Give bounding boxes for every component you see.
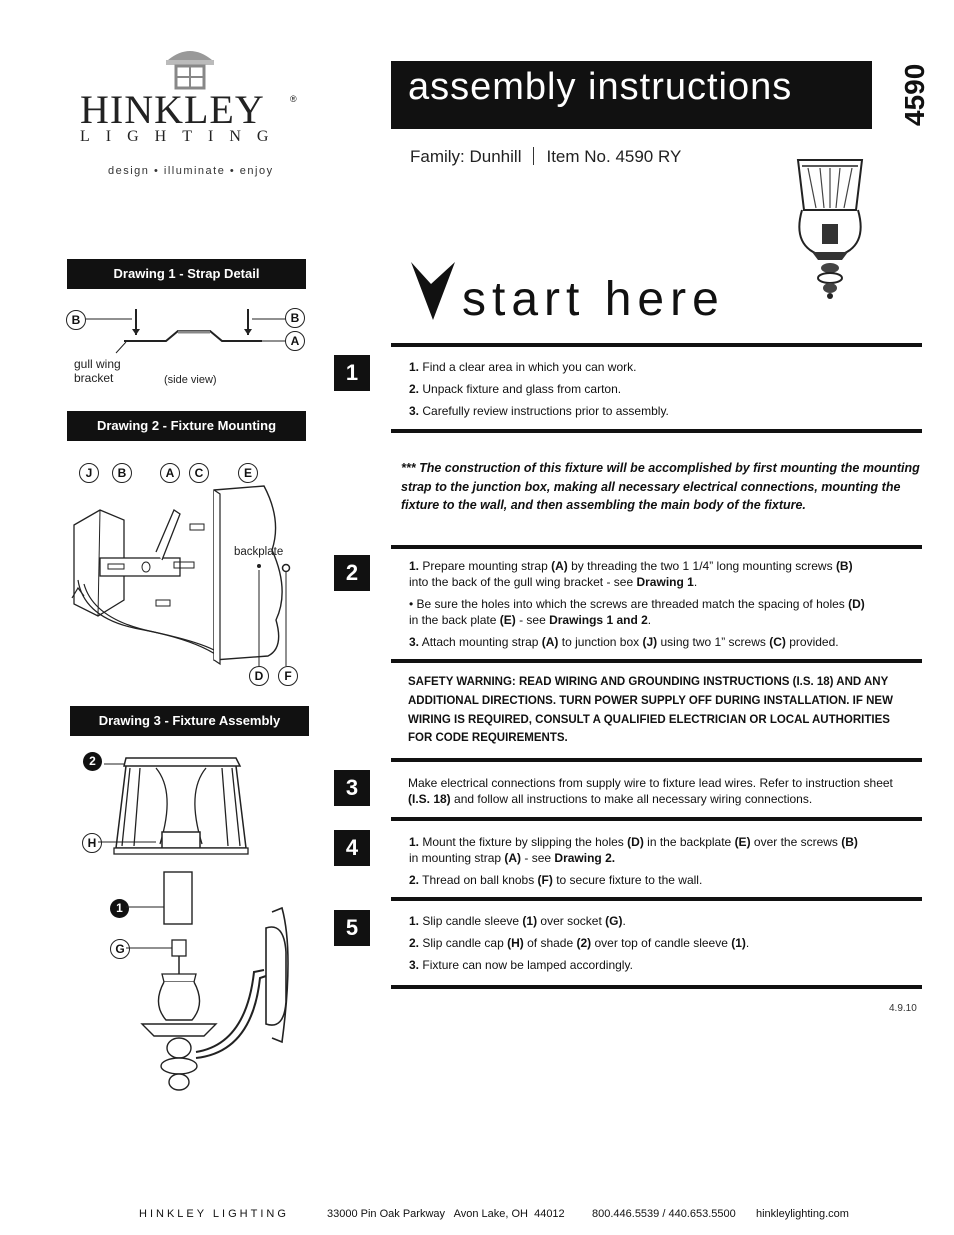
footer-company: HINKLEY LIGHTING: [139, 1208, 289, 1220]
rule-2-top: [391, 545, 922, 549]
item-number-vertical: [880, 64, 946, 134]
logo-registered-mark: ®: [290, 94, 297, 104]
step-5-text: [409, 913, 914, 979]
drawing-1-label: Drawing 1 - Strap Detail: [67, 259, 306, 289]
drawing-2-label: Drawing 2 - Fixture Mounting: [67, 411, 306, 441]
callout-2: 2: [83, 752, 102, 771]
step-2-para-1: 1. Prepare mounting strap (A) by threading the two 1 1/4” long mounting screws (B) into the back of the gull wing bracket - see Drawing 1.: [409, 559, 853, 589]
callout-e: E: [238, 463, 258, 483]
rule-1-top: [391, 343, 922, 347]
strap-detail-drawing: [86, 305, 286, 355]
item-number-text: 4590: [899, 64, 930, 126]
callout-c: C: [189, 463, 209, 483]
revision-date: 4.9.10: [889, 1003, 917, 1014]
step-1-text: [409, 359, 909, 425]
callout-j: J: [79, 463, 99, 483]
step-2-badge: 2: [334, 555, 370, 591]
family-line: [410, 147, 681, 167]
rule-5-bottom: [391, 985, 922, 989]
step-2-para-3: 3. Attach mounting strap (A) to junction box (J) using two 1” screws (C) provided.: [409, 635, 839, 649]
rule-3-top: [391, 758, 922, 762]
step-5-badge: 5: [334, 910, 370, 946]
callout-b: B: [112, 463, 132, 483]
bracket-label-1: gull wing: [74, 357, 121, 371]
safety-warning: SAFETY WARNING: READ WIRING AND GROUNDING INSTRUCTIONS (I.S. 18) AND ANY ADDITIONAL DIRECTIONS. TURN POWER SUPPLY OFF DURING INSTALLATION. IF NEW WIRING IS REQUIRED, CONSULT A QUALIFIED ELECTRICIAN OR LOCAL AUTHORITIES FOR CODE REQUIREMENTS.: [408, 676, 893, 745]
bracket-label-2: bracket: [74, 371, 114, 385]
step-3-badge: 3: [334, 770, 370, 806]
drawing-3-label: Drawing 3 - Fixture Assembly: [70, 706, 309, 736]
fixture-mounting-drawing: [64, 480, 310, 670]
callout-d: D: [249, 666, 269, 686]
rule-4-bottom: [391, 897, 922, 901]
callout-a-right: A: [285, 331, 305, 351]
rule-3-bottom: [391, 817, 922, 821]
callout-g: G: [110, 939, 130, 959]
rule-1-bottom: [391, 429, 922, 433]
callout-b-right: B: [285, 308, 305, 328]
fixture-illustration: [788, 158, 872, 300]
step-1-badge: 1: [334, 355, 370, 391]
page-title: assembly instructions: [408, 66, 793, 108]
step-5-line-2: 2. Slip candle cap (H) of shade (2) over top of candle sleeve (1).: [409, 936, 750, 950]
footer-address: 33000 Pin Oak Parkway Avon Lake, OH 44012: [327, 1208, 565, 1220]
fixture-assembly-drawing: [96, 752, 306, 1094]
logo-tagline: design • illuminate • enjoy: [108, 165, 274, 177]
footer-phone: 800.446.5539 / 440.653.5500: [592, 1208, 736, 1220]
step-2-para-2: • Be sure the holes into which the screws are threaded match the spacing of holes (D) in the back plate (E) - see Drawings 1 and 2.: [409, 597, 865, 627]
construction-note: *** The construction of this fixture will be accomplished by first mounting the mounting strap to the junction box, making all necessary electrical connections, mounting the fixture to the wall, and then assembling the main body of the fixture.: [401, 461, 920, 512]
callout-h: H: [82, 833, 102, 853]
step-4-badge: 4: [334, 830, 370, 866]
step-4-para-1: 1. Mount the fixture by slipping the holes (D) in the backplate (E) over the screws (B) in mounting strap (A) - see Drawing 2.: [409, 835, 858, 865]
step-5-line-3: 3. Fixture can now be lamped accordingly.: [409, 958, 633, 972]
step-4-text: [409, 834, 914, 894]
item-number: Item No. 4590 RY: [546, 147, 682, 166]
step-1-line-3: 3. Carefully review instructions prior to assembly.: [409, 404, 669, 418]
callout-a: A: [160, 463, 180, 483]
step-5-line-1: 1. Slip candle sleeve (1) over socket (G).: [409, 914, 626, 928]
start-here-heading: start here: [462, 273, 725, 326]
family-separator: [533, 147, 534, 165]
step-4-para-2: 2. Thread on ball knobs (F) to secure fixture to the wall.: [409, 873, 703, 887]
step-3-text: Make electrical connections from supply wire to fixture lead wires. Refer to instruction sheet (I.S. 18) and follow all instructions to make all necessary wiring connections.: [408, 776, 893, 806]
side-view-label: (side view): [164, 374, 217, 386]
footer-website[interactable]: hinkleylighting.com: [756, 1208, 849, 1220]
logo-subtitle: LIGHTING: [80, 128, 285, 145]
family-name: Family: Dunhill: [410, 147, 522, 166]
step-2-text: [409, 558, 914, 656]
callout-f: F: [278, 666, 298, 686]
backplate-label: backplate: [234, 546, 284, 558]
step-1-line-2: 2. Unpack fixture and glass from carton.: [409, 382, 622, 396]
rule-2-bottom: [391, 659, 922, 663]
logo-wordmark: HINKLEY: [80, 87, 265, 132]
callout-1: 1: [110, 899, 129, 918]
logo-lantern-icon: [162, 44, 218, 90]
callout-b-left: B: [66, 310, 86, 330]
step-1-line-1: 1. Find a clear area in which you can work.: [409, 360, 637, 374]
start-here-arrow-icon: [411, 262, 457, 320]
